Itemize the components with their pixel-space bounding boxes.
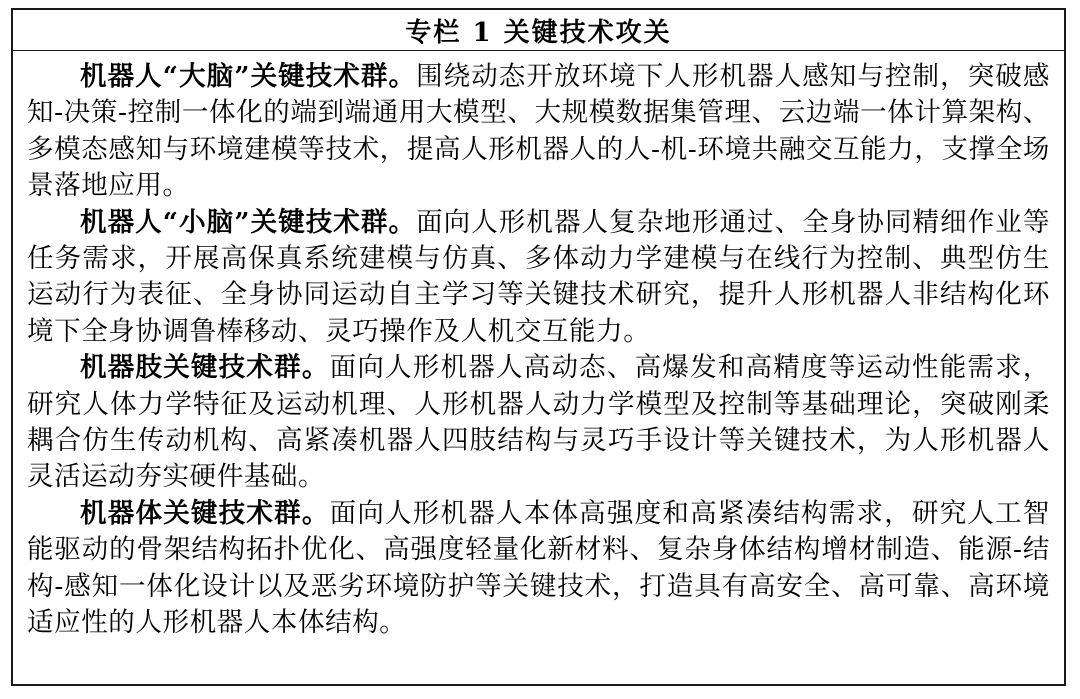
paragraph-cerebellum xyxy=(27,205,1050,351)
paragraph-body: 面向人形机器人高动态、高爆发和高精度等运动性能需求，研究人体力学特征及运动机理、人形机器人动力学模型及控制等基础理论，突破刚柔耦合仿生传动机构、高紧凑机器人四肢结构与灵巧手设计等关键技术，为人形机器人灵活运动夯实硬件基础。 xyxy=(27,352,1050,493)
paragraph-heading: 机器体关键技术群。 xyxy=(80,497,330,529)
paragraph-heading: 机器人“小脑”关键技术群。 xyxy=(80,206,417,238)
paragraph-body: 面向人形机器人本体高强度和高紧凑结构需求，研究人工智能驱动的骨架结构拓扑优化、高强度轻量化新材料、复杂身体结构增材制造、能源-结构-感知一体化设计以及恶劣环境防护等关键技术，打造具有高安全、高可靠、高环境适应性的人形机器人本体结构。 xyxy=(27,497,1050,639)
paragraph-body: 面向人形机器人复杂地形通过、全身协同精细作业等任务需求，开展高保真系统建模与仿真、多体动力学建模与在线行为控制、典型仿生运动行为表征、全身协同运动自主学习等关键技术研究，提升人形机器人非结构化环境下全身协调鲁棒移动、灵巧操作及人机交互能力。 xyxy=(27,206,1050,347)
box-title: 专栏 1 关键技术攻关 xyxy=(13,10,1064,51)
paragraph-body: 围绕动态开放环境下人形机器人感知与控制，突破感知-决策-控制一体化的端到端通用大模型、大规模数据集管理、云边端一体计算架构、多模态感知与环境建模等技术，提高人形机器人的人-机-环境共融交互能力，支撑全场景落地应用。 xyxy=(27,61,1050,202)
column-box xyxy=(11,8,1066,686)
paragraph-heading: 机器肢关键技术群。 xyxy=(80,352,330,384)
paragraph-limbs xyxy=(27,350,1050,496)
box-content xyxy=(13,51,1064,642)
paragraph-heading: 机器人“大脑”关键技术群。 xyxy=(80,61,417,92)
paragraph-brain xyxy=(27,59,1050,205)
paragraph-body-structure xyxy=(27,496,1050,642)
